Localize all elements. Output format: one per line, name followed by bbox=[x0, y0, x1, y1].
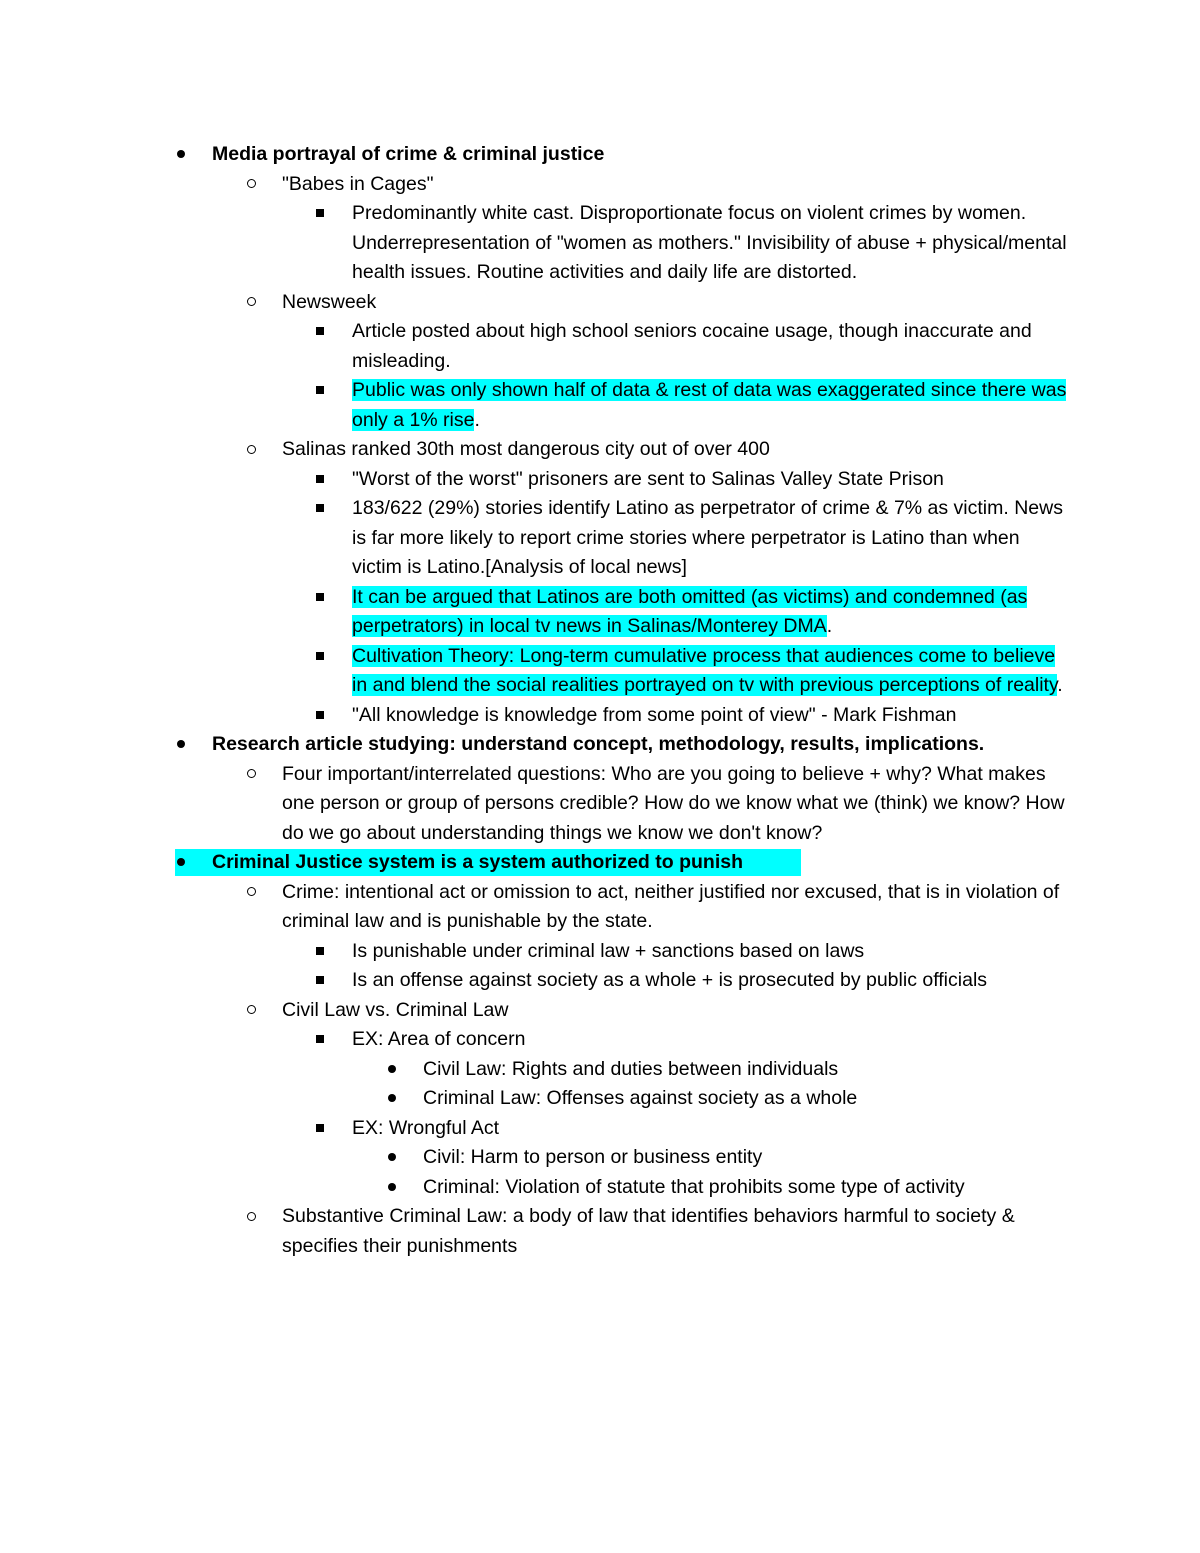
filled-bullet-icon bbox=[177, 140, 185, 170]
square-bullet-icon bbox=[316, 1025, 324, 1055]
sub-bullet-salinas: Salinas ranked 30th most dangerous city out of over 400 bbox=[0, 435, 1072, 465]
hollow-bullet-icon bbox=[247, 435, 256, 465]
detail-babes-in-cages: Predominantly white cast. Disproportionate focus on violent crimes by women. Underrepresentation of "women as mothers." Invisibility of abuse + physical/mental health issues. Routine activities and daily life are distorted. bbox=[0, 199, 1072, 288]
sub-bullet-civil-vs-criminal: Civil Law vs. Criminal Law bbox=[0, 996, 1072, 1026]
highlighted-text: Public was only shown half of data & rest of data was exaggerated since there was only a 1% rise bbox=[352, 379, 1067, 431]
hollow-bullet-icon bbox=[247, 288, 256, 318]
sub-bullet-crime-definition: Crime: intentional act or omission to act, neither justified nor excused, that is in violation of criminal law and is punishable by the state. bbox=[0, 878, 1072, 937]
square-bullet-icon bbox=[316, 966, 324, 996]
square-bullet-icon bbox=[316, 376, 324, 406]
sub-bullet-four-questions: Four important/interrelated questions: Who are you going to believe + why? What makes one person or group of persons credible? How do we know what we (think) we know? How do we go about understanding things we know we don't know? bbox=[0, 760, 1072, 849]
square-bullet-icon bbox=[316, 465, 324, 495]
point-civil-harm: Civil: Harm to person or business entity bbox=[0, 1143, 1073, 1173]
hollow-bullet-icon bbox=[247, 760, 256, 790]
detail-fishman-quote: "All knowledge is knowledge from some point of view" - Mark Fishman bbox=[0, 701, 1072, 731]
detail-newsweek-public-data: Public was only shown half of data & rest of data was exaggerated since there was only a 1% rise. bbox=[0, 376, 1072, 435]
sub-bullet-babes-in-cages: "Babes in Cages" bbox=[0, 170, 1072, 200]
filled-bullet-icon bbox=[388, 1173, 396, 1203]
detail-crime-punishable: Is punishable under criminal law + sanctions based on laws bbox=[0, 937, 1072, 967]
document-page bbox=[0, 140, 1200, 1261]
detail-newsweek-article: Article posted about high school seniors cocaine usage, though inaccurate and misleading. bbox=[0, 317, 1072, 376]
hollow-bullet-icon bbox=[247, 1202, 256, 1232]
square-bullet-icon bbox=[316, 937, 324, 967]
detail-crime-offense: Is an offense against society as a whole + is prosecuted by public officials bbox=[0, 966, 1072, 996]
square-bullet-icon bbox=[316, 583, 324, 613]
sub-bullet-substantive-law: Substantive Criminal Law: a body of law that identifies behaviors harmful to society & specifies their punishments bbox=[0, 1202, 1072, 1261]
sub-bullet-newsweek: Newsweek bbox=[0, 288, 1072, 318]
hollow-bullet-icon bbox=[247, 878, 256, 908]
detail-cultivation-theory: Cultivation Theory: Long-term cumulative process that audiences come to believe in and blend the social realities portrayed on tv with previous perceptions of reality. bbox=[0, 642, 1072, 701]
filled-bullet-icon bbox=[177, 848, 185, 878]
point-criminal-law-offenses: Criminal Law: Offenses against society as a whole bbox=[0, 1084, 1073, 1114]
highlighted-text: Cultivation Theory: Long-term cumulative process that audiences come to believe in and blend the social realities portrayed on tv with previous perceptions of reality bbox=[352, 644, 1058, 696]
bullet-research-article: Research article studying: understand concept, methodology, results, implications. bbox=[0, 730, 1072, 760]
square-bullet-icon bbox=[316, 1114, 324, 1144]
filled-bullet-icon bbox=[388, 1055, 396, 1085]
detail-wrongful-act: EX: Wrongful Act bbox=[0, 1114, 1072, 1144]
square-bullet-icon bbox=[316, 199, 324, 229]
hollow-bullet-icon bbox=[247, 996, 256, 1026]
point-civil-law-rights: Civil Law: Rights and duties between individuals bbox=[0, 1055, 1073, 1085]
filled-bullet-icon bbox=[177, 730, 185, 760]
square-bullet-icon bbox=[316, 642, 324, 672]
filled-bullet-icon bbox=[388, 1084, 396, 1114]
square-bullet-icon bbox=[316, 701, 324, 731]
hollow-bullet-icon bbox=[247, 170, 256, 200]
detail-salinas-omitted: It can be argued that Latinos are both omitted (as victims) and condemned (as perpetrators) in local tv news in Salinas/Monterey DMA. bbox=[0, 583, 1072, 642]
point-criminal-violation: Criminal: Violation of statute that prohibits some type of activity bbox=[0, 1173, 1073, 1203]
square-bullet-icon bbox=[316, 317, 324, 347]
detail-salinas-prison: "Worst of the worst" prisoners are sent to Salinas Valley State Prison bbox=[0, 465, 1072, 495]
highlighted-text: It can be argued that Latinos are both omitted (as victims) and condemned (as perpetrators) in local tv news in Salinas/Monterey DMA bbox=[352, 585, 1028, 637]
square-bullet-icon bbox=[316, 494, 324, 524]
filled-bullet-icon bbox=[388, 1143, 396, 1173]
detail-salinas-stories: 183/622 (29%) stories identify Latino as perpetrator of crime & 7% as victim. News is far more likely to report crime stories where perpetrator is Latino than when victim is Latino.[Analysis of local news] bbox=[0, 494, 1072, 583]
bullet-media-portrayal: Media portrayal of crime & criminal justice bbox=[0, 140, 1072, 170]
detail-area-of-concern: EX: Area of concern bbox=[0, 1025, 1072, 1055]
bullet-criminal-justice-system: Criminal Justice system is a system authorized to punish bbox=[0, 848, 1072, 878]
